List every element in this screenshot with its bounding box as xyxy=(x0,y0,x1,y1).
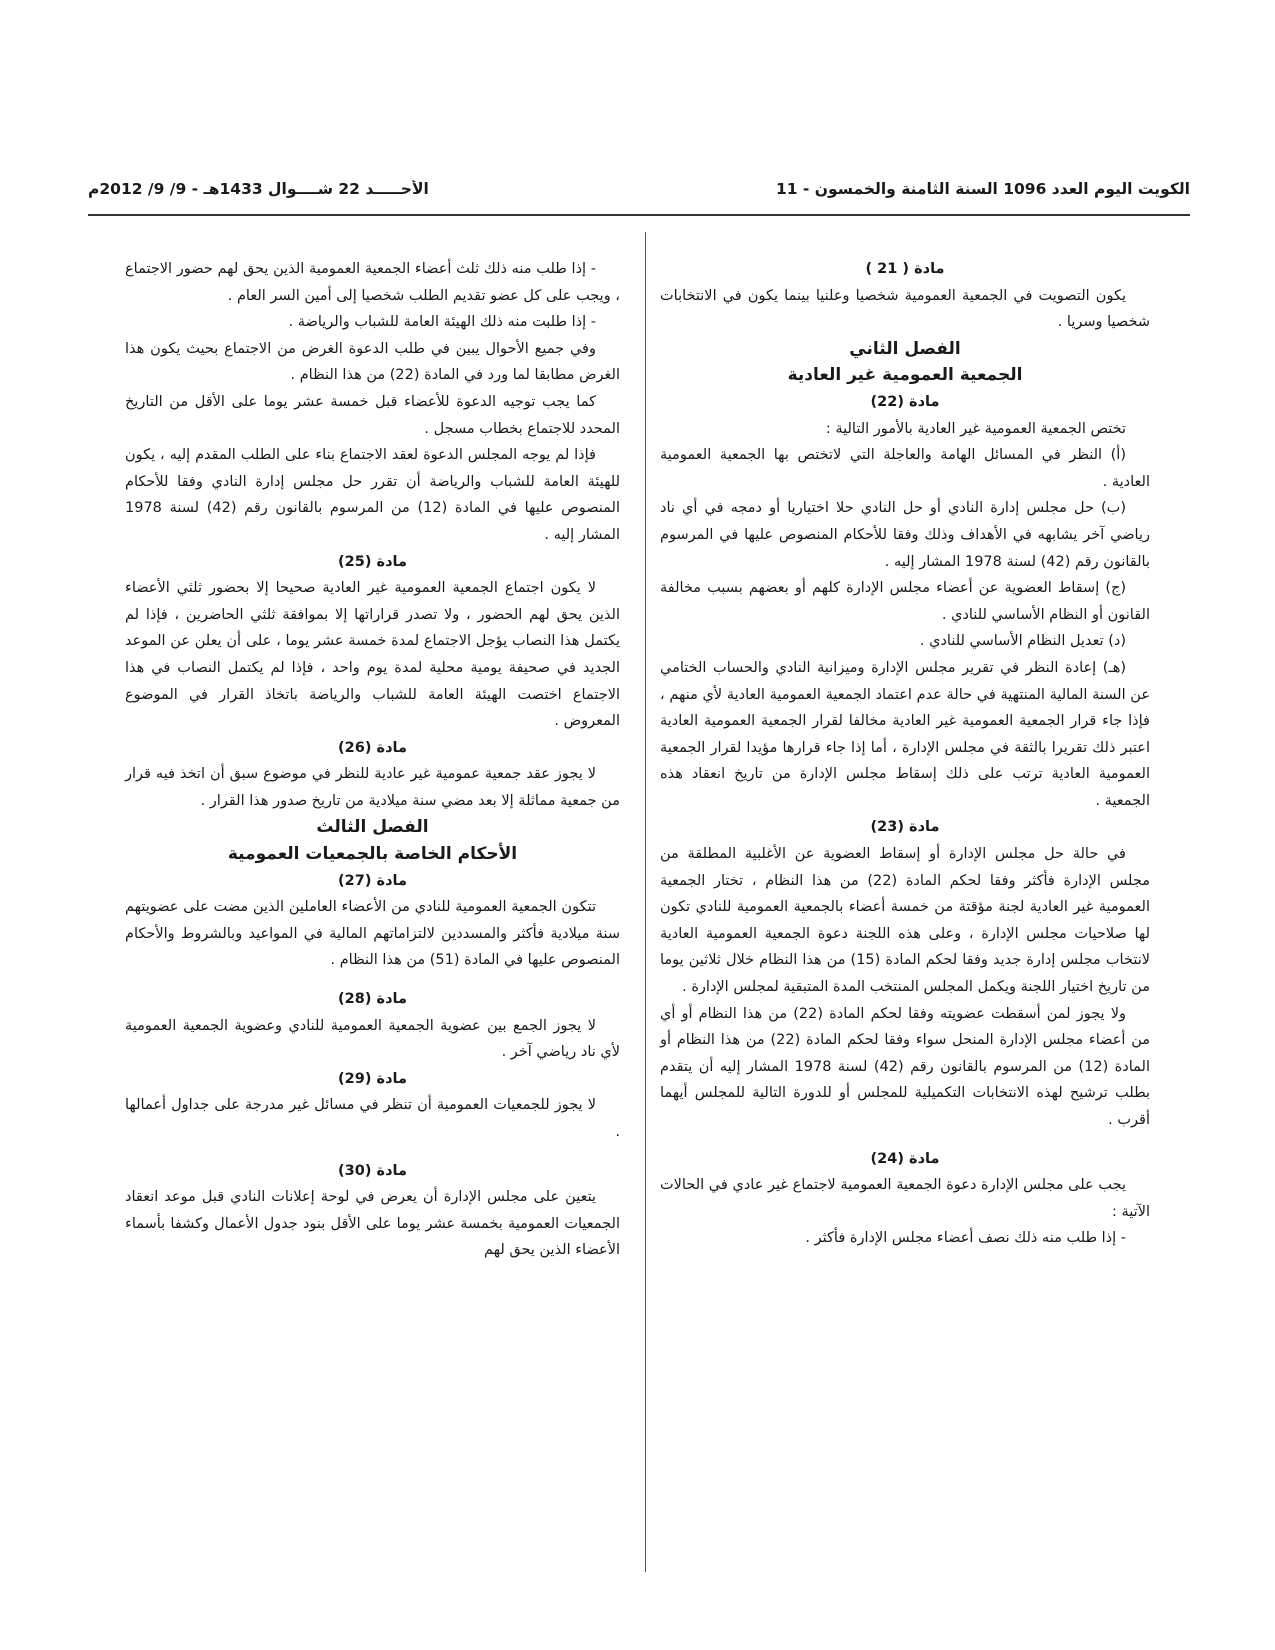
article-27-text: تتكون الجمعية العمومية للنادي من الأعضاء العاملين الذين مضت على عضويتهم سنة ميلادية فأكثر والمسددين لالتزاماتهم المالية في المواعيد وبالشروط والأحكام المنصوص عليها في المادة (51) من هذا النظام . xyxy=(125,899,620,969)
article-28-text: لا يجوز الجمع بين عضوية الجمعية العمومية للنادي وعضوية الجمعية العمومية لأي ناد رياضي آخر . xyxy=(125,1017,620,1061)
article-22-title: مادة (22) xyxy=(870,393,940,410)
article-22-item-d: (د) تعديل النظام الأساسي للنادي . xyxy=(919,633,1126,650)
article-24-intro: يجب على مجلس الإدارة دعوة الجمعية العمومية لاجتماع غير عادي في الحالات الآتية : xyxy=(660,1177,1150,1220)
article-22-item-c: (ج) إسقاط العضوية عن أعضاء مجلس الإدارة كلهم أو بعضهم بسبب مخالفة القانون أو النظام الأساسي للنادي . xyxy=(660,580,1150,623)
article-29-title: مادة (29) xyxy=(338,1070,407,1087)
chapter-3-subtitle: الأحكام الخاصة بالجمعيات العمومية xyxy=(227,844,518,865)
article-23-paragraph-1: في حالة حل مجلس الإدارة أو إسقاط العضوية عن الأغلبية المطلقة من مجلس الإدارة فأكثر وفقا لحكم المادة (22) من هذا النظام ، تختار الجمعية العمومية غير العادية لجنة مؤقتة من خمسة أعضاء بالجمعية العمومية للنادي تكون لها صلاحيات مجلس الإدارة ، وعلى هذه اللجنة دعوة الجمعية العمومية العادية لانتخاب مجلس إدارة جديد وفقا لحكم المادة (15) من هذا النظام خلال ثلاثين يوما من تاريخ اختيار اللجنة ويكمل المجلس المنتخب المدة المتبقية لمجلس الإدارة . xyxy=(660,846,1150,996)
column-divider xyxy=(645,232,646,1572)
chapter-2-subtitle: الجمعية العمومية غير العادية xyxy=(787,365,1023,386)
article-28-title: مادة (28) xyxy=(338,991,407,1008)
article-22-item-e: (هـ) إعادة النظر في تقرير مجلس الإدارة وميزانية النادي والحساب الختامي عن السنة المالية المنتهية في حالة عدم اعتماد الجمعية العمومية العادية لأي منهم ، فإذا جاء قرار الجمعية العمومية غير العادية مخالفا لقرار الجمعية العمومية العادية اعتبر ذلك تقريرا بالثقة في مجلس الإدارة ، أما إذا جاء قرارها مؤيدا لقرار الجمعية العمومية العادية ترتب على ذلك إسقاط مجلس الإدارة من تاريخ انعقاد هذه الجمعية . xyxy=(660,659,1150,809)
left-column xyxy=(125,256,620,1264)
article-24-item-2: - إذا طلب منه ذلك ثلث أعضاء الجمعية العمومية الذين يحق لهم حضور الاجتماع ، ويجب على كل عضو تقديم الطلب شخصيا إلى أمين السر العام . xyxy=(125,261,620,304)
right-column xyxy=(660,256,1150,1252)
header-date: الأحـــــد 22 شــــوال 1433هـ - 9/ 9/ 2012م xyxy=(88,180,429,198)
article-22-item-a: (أ) النظر في المسائل الهامة والعاجلة التي لاتختص بها الجمعية العمومية العادية . xyxy=(660,447,1150,490)
page-header xyxy=(88,180,1190,210)
header-rule xyxy=(88,214,1190,216)
article-22-intro: تختص الجمعية العمومية غير العادية بالأمور التالية : xyxy=(825,420,1126,437)
article-24-paragraph-3: كما يجب توجيه الدعوة للأعضاء قبل خمسة عشر يوما على الأقل من التاريخ المحدد للاجتماع بخطاب مسجل . xyxy=(125,393,620,437)
chapter-3-title: الفصل الثالث xyxy=(316,817,429,838)
article-30-text: يتعين على مجلس الإدارة أن يعرض في لوحة إعلانات النادي قبل موعد انعقاد الجمعيات العمومية بخمسة عشر يوما على الأقل بنود جدول الأعمال وكشفا بأسماء الأعضاء الذين يحق لهم xyxy=(125,1189,620,1259)
article-23-title: مادة (23) xyxy=(870,819,940,836)
article-27-title: مادة (27) xyxy=(338,872,407,889)
article-25-text: لا يكون اجتماع الجمعية العمومية غير العادية صحيحا إلا بحضور ثلثي الأعضاء الذين يحق لهم الحضور ، ولا تصدر قراراتها إلا بموافقة ثلثي الحاضرين ، فإذا لم يكتمل هذا النصاب يؤجل الاجتماع لمدة خمسة عشر يوما ، على أن يعلن عن الموعد الجديد في صحيفة يومية محلية لمدة يوم واحد ، فإذا لم يكتمل النصاب في هذا الاجتماع اختصت الهيئة العامة للشباب والرياضة باتخاذ القرار في الموضوع المعروض . xyxy=(125,580,620,730)
article-24-item-1: - إذا طلب منه ذلك نصف أعضاء مجلس الإدارة فأكثر . xyxy=(805,1230,1126,1247)
article-21-text: يكون التصويت في الجمعية العمومية شخصيا وعلنيا بينما يكون في الانتخابات شخصيا وسريا . xyxy=(660,287,1150,331)
chapter-2-title: الفصل الثاني xyxy=(849,338,961,359)
article-26-title: مادة (26) xyxy=(338,739,407,756)
article-24-title: مادة (24) xyxy=(870,1150,940,1167)
article-24-item-3: - إذا طلبت منه ذلك الهيئة العامة للشباب والرياضة . xyxy=(288,314,596,331)
header-publication-info: الكويت اليوم العدد 1096 السنة الثامنة والخمسون - 11 xyxy=(775,180,1190,198)
article-24-paragraph-4: فإذا لم يوجه المجلس الدعوة لعقد الاجتماع بناء على الطلب المقدم إليه ، يكون للهيئة العامة للشباب والرياضة أن تقرر حل مجلس إدارة النادي وفقا للأحكام المنصوص عليها في المادة (12) من المرسوم بالقانون رقم (42) لسنة 1978 المشار إليه . xyxy=(125,447,620,543)
article-26-text: لا يجوز عقد جمعية عمومية غير عادية للنظر في موضوع سبق أن اتخذ فيه قرار من جمعية مماثلة إلا بعد مضي سنة ميلادية من تاريخ صدور هذا القرار . xyxy=(125,766,620,809)
article-22-item-b: (ب) حل مجلس إدارة النادي أو حل النادي حلا اختياريا أو دمجه في أي ناد رياضي آخر يشابهه في الأهداف وذلك وفقا للأحكام المنصوص عليها في المرسوم بالقانون رقم (42) لسنة 1978 المشار إليه . xyxy=(660,500,1150,570)
article-30-title: مادة (30) xyxy=(338,1162,407,1179)
article-24-paragraph-2: وفي جميع الأحوال يبين في طلب الدعوة الغرض من الاجتماع بحيث يكون هذا الغرض مطابقا لما ورد في المادة (22) من هذا النظام . xyxy=(125,340,620,384)
article-29-text: لا يجوز للجمعيات العمومية أن تنظر في مسائل غير مدرجة على جداول أعمالها . xyxy=(125,1097,620,1140)
article-23-paragraph-2: ولا يجوز لمن أسقطت عضويته وفقا لحكم المادة (22) من هذا النظام أو أي من أعضاء مجلس الإدارة المنحل سواء وفقا لحكم المادة (22) من هذا النظام أو المادة (12) من المرسوم بالقانون رقم (42) لسنة 1978 المشار إليه أن يتقدم بطلب ترشيح لهذه الانتخابات التكميلية للمجلس أو للدورة التالية للمجلس أيهما أقرب . xyxy=(660,1005,1151,1128)
article-25-title: مادة (25) xyxy=(338,553,407,570)
article-21-title: مادة ( 21 ) xyxy=(865,261,945,277)
